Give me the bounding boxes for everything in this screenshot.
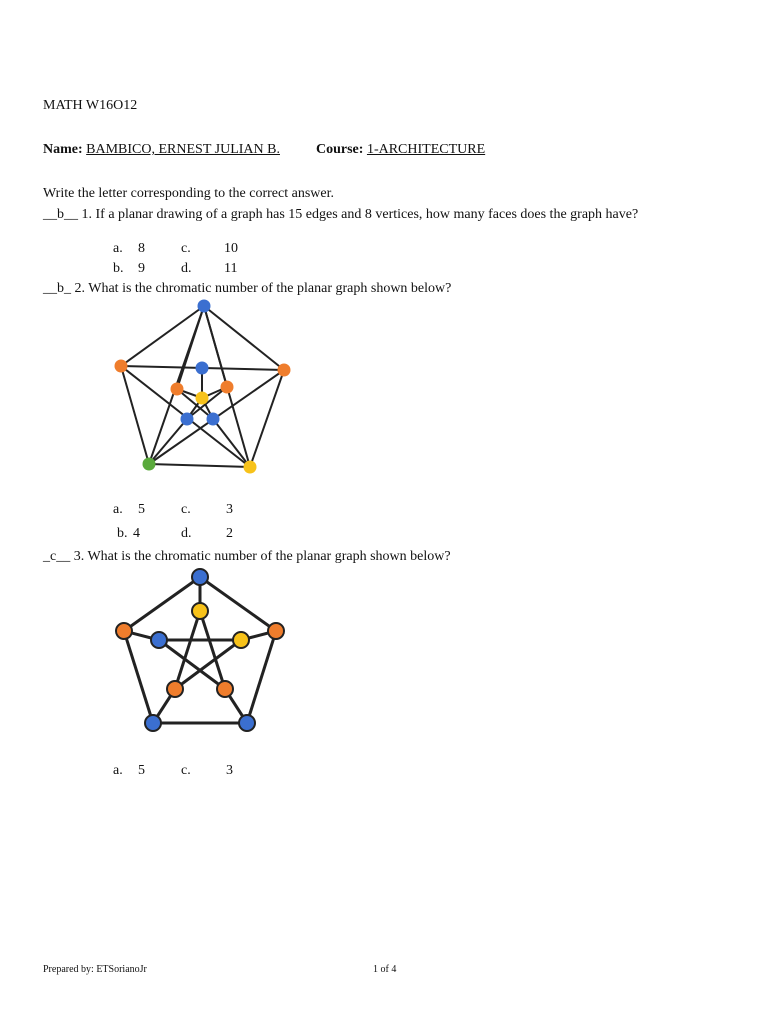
question-3-text: 3. What is the chromatic number of the planar graph shown below? (73, 549, 451, 564)
q2-option-value: 3 (226, 502, 233, 517)
graph-vertex (268, 623, 284, 639)
q2-option-value: 5 (138, 502, 145, 517)
graph-vertex (181, 413, 194, 426)
graph-vertex (115, 360, 128, 373)
graph-vertex (207, 413, 220, 426)
question-2-text: 2. What is the chromatic number of the planar graph shown below? (74, 281, 452, 296)
graph-2-edges (124, 577, 276, 723)
graph-figure-2 (110, 568, 300, 738)
graph-vertex (221, 381, 234, 394)
instructions: Write the letter corresponding to the correct answer. (43, 186, 334, 201)
q1-option-letter: d. (181, 261, 192, 276)
footer-page-number: 1 of 4 (373, 964, 397, 975)
course-code: MATH W16O12 (43, 98, 138, 113)
graph-1-edges (121, 306, 284, 467)
footer-prepared-by: Prepared by: ETSorianoJr (43, 964, 147, 975)
graph-vertex (167, 681, 183, 697)
question-1 (43, 207, 638, 223)
graph-vertex (278, 364, 291, 377)
q3-option-letter: c. (181, 763, 191, 778)
graph-vertex (198, 300, 211, 313)
q1-option-value: 11 (224, 261, 238, 276)
q1-option-letter: c. (181, 241, 191, 256)
course-line (316, 142, 485, 158)
graph-vertex (143, 458, 156, 471)
question-2 (43, 281, 451, 297)
graph-figure-1 (110, 298, 300, 478)
q3-option-letter: a. (113, 763, 123, 778)
graph-vertex (217, 681, 233, 697)
q1-option-letter: b. (113, 261, 124, 276)
q2-option-value: 2 (226, 526, 233, 541)
course-label: Course: (316, 142, 364, 157)
q2-option-letter: b. (117, 526, 128, 541)
question-3 (43, 549, 451, 565)
answer-blank-3: _c__ (43, 549, 71, 564)
course-value: 1-ARCHITECTURE (366, 142, 486, 157)
graph-vertex (151, 632, 167, 648)
question-1-text: 1. If a planar drawing of a graph has 15 edges and 8 vertices, how many faces does the graph have? (81, 207, 639, 222)
graph-vertex (239, 715, 255, 731)
q1-option-value: 9 (138, 261, 145, 276)
graph-vertex (196, 362, 209, 375)
q2-option-value: 4 (133, 526, 140, 541)
graph-vertex (233, 632, 249, 648)
graph-vertex (196, 392, 209, 405)
name-label: Name: (43, 142, 83, 157)
q1-option-value: 10 (224, 241, 238, 256)
answer-blank-2: __b_ (43, 281, 71, 296)
name-line (43, 142, 280, 158)
q1-option-letter: a. (113, 241, 123, 256)
graph-vertex (192, 603, 208, 619)
q3-option-value: 3 (226, 763, 233, 778)
graph-vertex (171, 383, 184, 396)
answer-blank-1: __b__ (43, 207, 78, 222)
q1-option-value: 8 (138, 241, 145, 256)
q2-option-letter: c. (181, 502, 191, 517)
q2-option-letter: d. (181, 526, 192, 541)
graph-vertex (116, 623, 132, 639)
graph-vertex (145, 715, 161, 731)
q3-option-value: 5 (138, 763, 145, 778)
q2-option-letter: a. (113, 502, 123, 517)
name-value: BAMBICO, ERNEST JULIAN B. (86, 142, 280, 157)
graph-vertex (244, 461, 257, 474)
graph-vertex (192, 569, 208, 585)
